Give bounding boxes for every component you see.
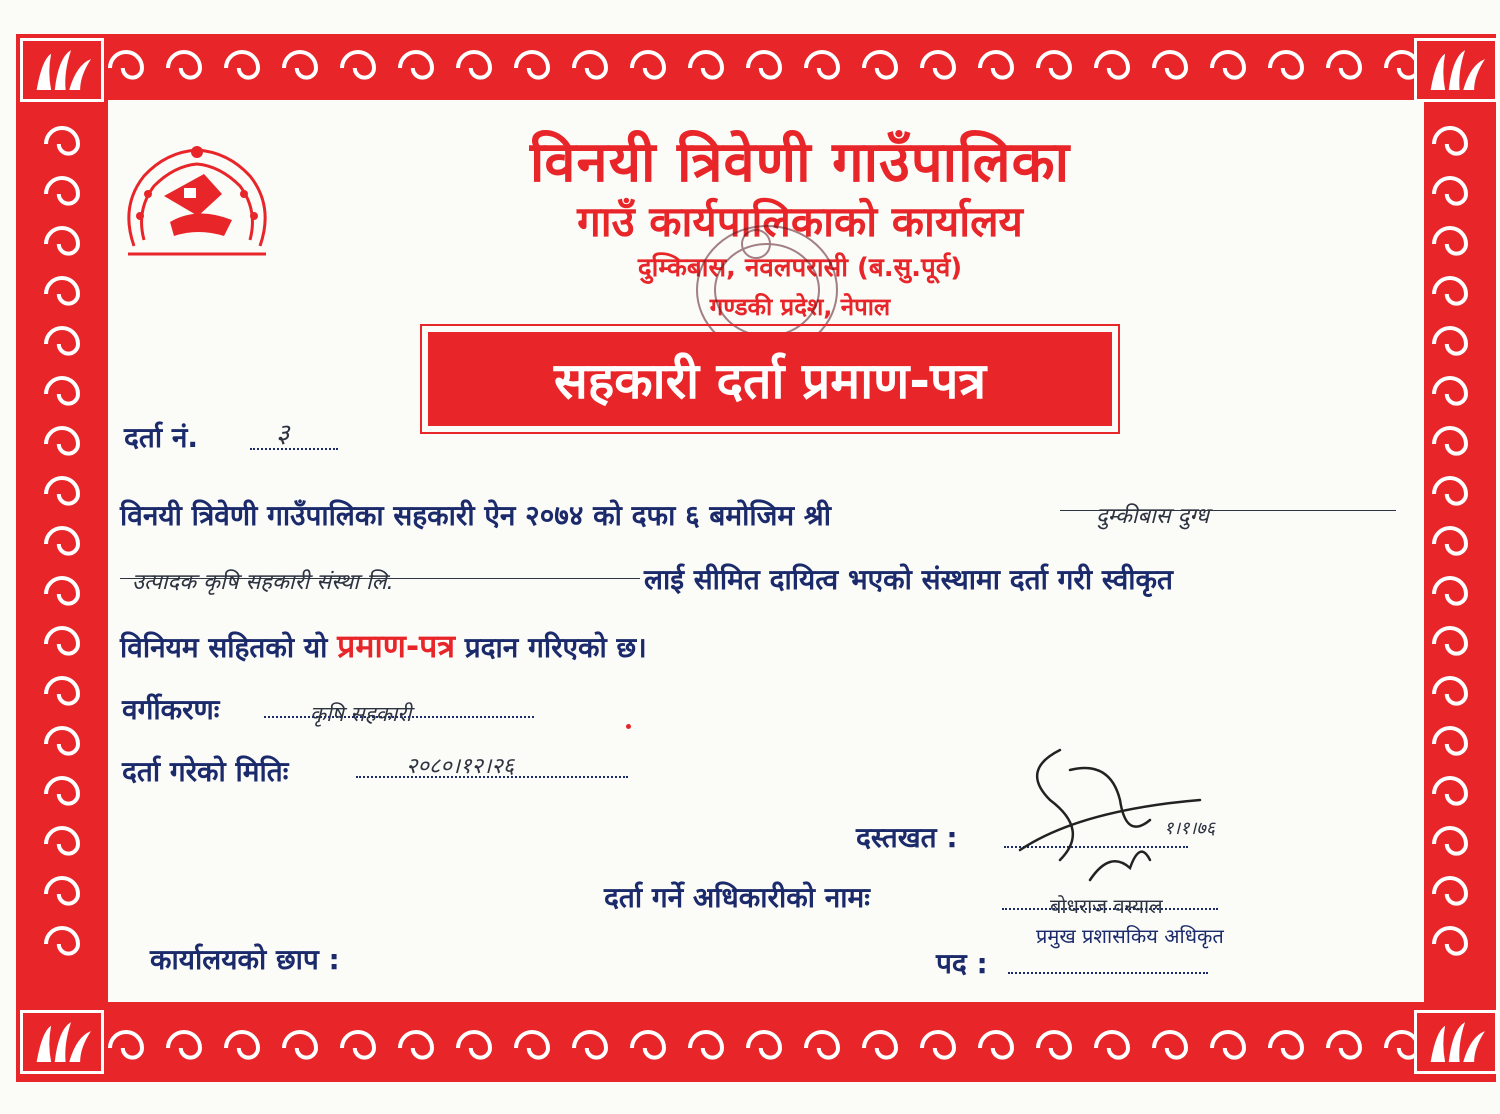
ink-dot (626, 724, 631, 729)
officer-name: बोधराज वस्याल (1050, 894, 1163, 918)
corner-ornament (20, 38, 104, 102)
office-subtitle: गाउँ कार्यपालिकाको कार्यालय (577, 197, 1023, 246)
registration-number-value: ३ (276, 419, 290, 449)
office-province: गण्डकी प्रदेश, नेपाल (709, 293, 891, 321)
corner-ornament (20, 1010, 104, 1074)
officer-name-label: दर्ता गर्ने अधिकारीको नामः (604, 881, 870, 914)
certificate-title-box (420, 324, 1120, 434)
signature-label: दस्तखत : (856, 821, 958, 854)
registration-date-label: दर्ता गरेको मितिः (122, 755, 289, 788)
certificate-word: प्रमाण-पत्र (337, 627, 455, 665)
registration-number-line (250, 448, 338, 450)
body-line-3-start: विनियम सहितको यो (120, 631, 328, 664)
signature-date: १।१।७६ (1164, 818, 1216, 839)
post-label: पद : (936, 947, 988, 980)
body-line-3 (120, 624, 647, 667)
corner-ornament (1414, 38, 1498, 102)
office-address: दुम्किबास, नवलपरासी (ब.सु.पूर्व) (637, 253, 963, 283)
corner-ornament (1414, 1010, 1498, 1074)
municipality-title: विनयी त्रिवेणी गाउँपालिका (529, 130, 1071, 195)
officer-title: प्रमुख प्रशासकिय अधिकृत (1036, 924, 1224, 948)
registration-number-label: दर्ता नं. (124, 421, 199, 454)
cooperative-name-part-1: दुम्कीबास दुग्ध (1096, 504, 1210, 529)
category-value: कृषि सहकारी (310, 702, 412, 726)
cooperative-name-part-2: उत्पादक कृषि सहकारी संस्था लि. (132, 570, 394, 595)
category-label: वर्गीकरणः (122, 693, 220, 726)
post-line (1008, 972, 1208, 974)
handwritten-signature (1000, 740, 1260, 900)
body-line-1: विनयी त्रिवेणी गाउँपालिका सहकारी ऐन २०७४ को दफा ६ बमोजिम श्री (120, 499, 831, 532)
registration-date-value: २०८०।१२।२६ (406, 754, 515, 779)
body-line-2: लाई सीमित दायित्व भएको संस्थामा दर्ता गरी स्वीकृत (644, 563, 1174, 596)
office-stamp-label: कार्यालयको छाप : (150, 943, 340, 976)
certificate-title: सहकारी दर्ता प्रमाण-पत्र (428, 332, 1112, 426)
body-line-3-end: प्रदान गरिएको छ। (464, 631, 647, 664)
